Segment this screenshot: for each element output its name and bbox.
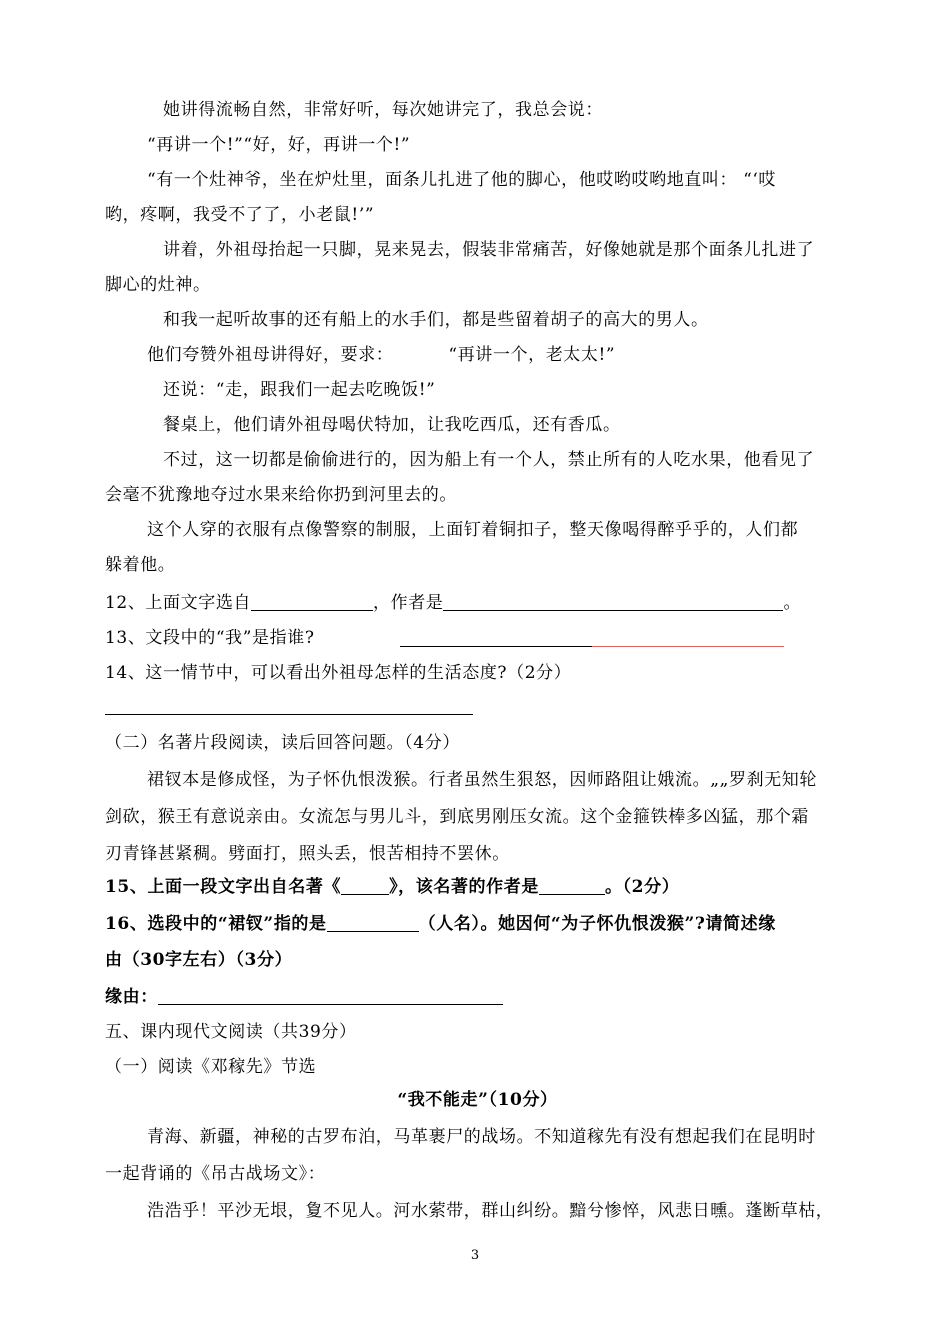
paragraph-text: 他们夸赞外祖母讲得好，要求： <box>147 345 394 365</box>
question-text: 12、上面文字选自 <box>105 593 252 613</box>
answer-blank[interactable] <box>327 913 419 932</box>
paragraph-line: 餐桌上，他们请外祖母喝伏特加，让我吃西瓜，还有香瓜。 <box>163 415 621 435</box>
paragraph-line <box>105 343 850 367</box>
page-number: 3 <box>470 1248 480 1263</box>
paragraph-line: 一起背诵的《吊古战场文》： <box>105 1164 326 1184</box>
paragraph-line: 浩浩乎！平沙无垠，夐不见人。河水萦带，群山纠纷。黯兮惨悴，风悲日曛。蓬断草枯， <box>147 1201 834 1221</box>
answer-line[interactable] <box>105 714 473 715</box>
question-text: 。 <box>783 593 802 613</box>
question-12 <box>105 591 850 615</box>
answer-blank[interactable] <box>400 646 592 647</box>
question-text: 16、选段中的“裙钗”指的是 <box>105 914 327 934</box>
question-text: ，作者是 <box>373 593 444 613</box>
question-text: （人名）。她因何“为子怀仇恨泼猴”?请简述缘 <box>418 914 776 934</box>
paragraph-line: 会毫不犹豫地夺过水果来给你扔到河里去的。 <box>105 485 457 505</box>
reason-line <box>105 985 850 1009</box>
answer-blank[interactable] <box>443 592 783 611</box>
answer-blank-red[interactable] <box>592 646 784 647</box>
sub-heading: （一）阅读《邓稼先》节选 <box>105 1057 317 1077</box>
question-15 <box>105 875 850 899</box>
paragraph-line: 这个人穿的衣服有点像警察的制服，上面钉着铜扣子，整天像喝得醉乎乎的，人们都 <box>147 520 799 540</box>
answer-blank[interactable] <box>341 876 389 895</box>
question-text: 》，该名著的作者是 <box>389 877 539 897</box>
question-text: 13、文段中的“我”是指谁? <box>105 628 315 648</box>
paragraph-line: 还说：“走，跟我们一起去吃晚饭!” <box>163 380 436 400</box>
question-16 <box>105 912 850 936</box>
section-heading: （二）名著片段阅读，读后回答问题。（4分） <box>105 733 460 753</box>
answer-blank[interactable] <box>539 876 605 895</box>
paragraph-line: 青海、新疆，神秘的古罗布泊，马革裹尸的战场。不知道稼先有没有想起我们在昆明时 <box>147 1127 816 1147</box>
paragraph-line: 不过，这一切都是偷偷进行的，因为船上有一个人，禁止所有的人吃水果，他看见了 <box>163 450 815 470</box>
question-text: 。（2分） <box>604 877 680 897</box>
paragraph-line: 裙钗本是修成怪，为子怀仇恨泼猴。行者虽然生狠怒，因师路阻让娥流。„„罗刹无知轮 <box>147 770 818 790</box>
reason-label: 缘由： <box>105 987 158 1007</box>
section-heading: 五、课内现代文阅读（共39分） <box>105 1022 357 1042</box>
question-14 <box>105 661 850 685</box>
question-text: 14、这一情节中，可以看出外祖母怎样的生活态度?（2分） <box>105 663 572 683</box>
quote-text: “再讲一个，老太太!” <box>448 345 616 365</box>
paragraph-line: 她讲得流畅自然，非常好听，每次她讲完了，我总会说： <box>163 100 603 120</box>
question-text: 15、上面一段文字出自名著《 <box>105 877 342 897</box>
question-16-cont: 由（30字左右）（3分） <box>105 950 293 970</box>
paragraph-line: 剑砍，猴王有意说亲由。女流怎与男儿斗，到底男刚压女流。这个金箍铁棒多凶猛，那个霜 <box>105 807 809 827</box>
reason-blank[interactable] <box>158 986 503 1005</box>
paragraph-line: “再讲一个!”“好，好，再讲一个!” <box>147 135 411 155</box>
paragraph-line: 刃青锋甚紧稠。劈面打，照头丢，恨苦相持不罢休。 <box>105 844 510 864</box>
paragraph-line: 和我一起听故事的还有船上的水手们，都是些留着胡子的高大的男人。 <box>163 310 709 330</box>
paragraph-line: 脚心的灶神。 <box>105 275 211 295</box>
paragraph-line: 哟，疼啊，我受不了了，小老鼠!’” <box>105 205 375 225</box>
paragraph-line: 躲着他。 <box>105 555 176 575</box>
passage-title: “我不能走”（10分） <box>397 1090 558 1110</box>
answer-blank[interactable] <box>251 592 373 611</box>
paragraph-line: 讲着，外祖母抬起一只脚，晃来晃去，假装非常痛苦，好像她就是那个面条儿扎进了 <box>163 240 815 260</box>
paragraph-line: “有一个灶神爷，坐在炉灶里，面条儿扎进了他的脚心，他哎哟哎哟地直叫： “‘哎 <box>147 170 776 190</box>
